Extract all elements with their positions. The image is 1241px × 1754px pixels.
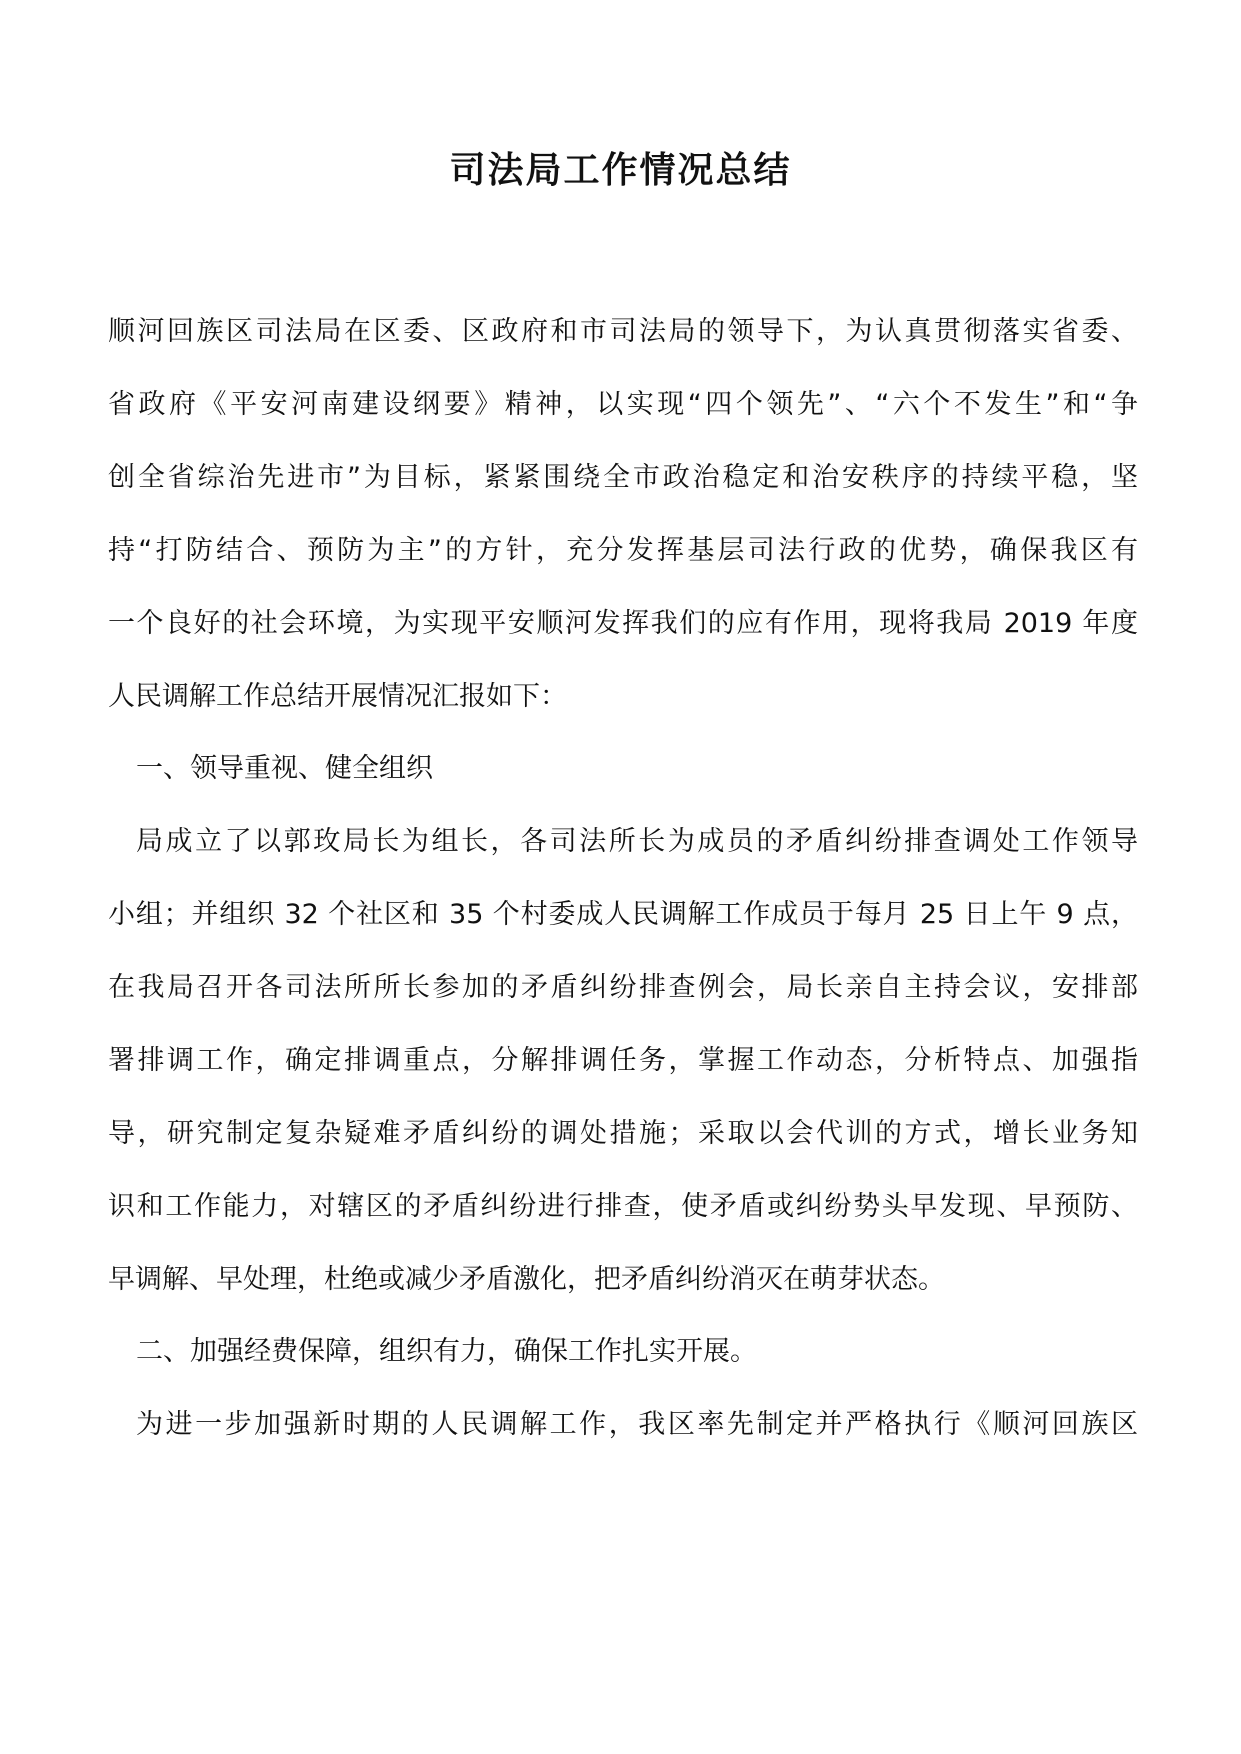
body-line: 识和工作能力，对辖区的矛盾纠纷进行排查，使矛盾或纠纷势头早发现、早预防、 bbox=[108, 1191, 1138, 1222]
body-line: 顺河回族区司法局在区委、区政府和市司法局的领导下，为认真贯彻落实省委、 bbox=[108, 316, 1138, 347]
body-line: 创全省综治先进市”为目标，紧紧围绕全市政治稳定和治安秩序的持续平稳，坚 bbox=[108, 462, 1138, 493]
body-line: 人民调解工作总结开展情况汇报如下： bbox=[108, 681, 567, 712]
section-heading: 一、领导重视、健全组织 bbox=[136, 753, 433, 784]
body-line: 署排调工作，确定排调重点，分解排调任务，掌握工作动态，分析特点、加强指 bbox=[108, 1045, 1138, 1076]
body-line: 导，研究制定复杂疑难矛盾纠纷的调处措施；采取以会代训的方式，增长业务知 bbox=[108, 1118, 1138, 1149]
body-line: 局成立了以郭玫局长为组长，各司法所长为成员的矛盾纠纷排查调处工作领导 bbox=[136, 826, 1138, 857]
body-line: 持“打防结合、预防为主”的方针，充分发挥基层司法行政的优势，确保我区有 bbox=[108, 535, 1138, 566]
body-line: 一个良好的社会环境，为实现平安顺河发挥我们的应有作用，现将我局 2019 年度 bbox=[108, 608, 1138, 639]
body-line: 在我局召开各司法所所长参加的矛盾纠纷排查例会，局长亲自主持会议，安排部 bbox=[108, 972, 1138, 1003]
body-line: 为进一步加强新时期的人民调解工作，我区率先制定并严格执行《顺河回族区 bbox=[136, 1409, 1138, 1440]
section-heading: 二、加强经费保障，组织有力，确保工作扎实开展。 bbox=[136, 1336, 757, 1367]
document-title: 司法局工作情况总结 bbox=[449, 149, 792, 191]
body-line: 小组；并组织 32 个社区和 35 个村委成人民调解工作成员于每月 25 日上午 9 点， bbox=[108, 899, 1138, 930]
body-line: 省政府《平安河南建设纲要》精神，以实现“四个领先”、“六个不发生”和“争 bbox=[108, 389, 1139, 420]
body-line: 早调解、早处理，杜绝或减少矛盾激化，把矛盾纠纷消灭在萌芽状态。 bbox=[108, 1264, 945, 1295]
